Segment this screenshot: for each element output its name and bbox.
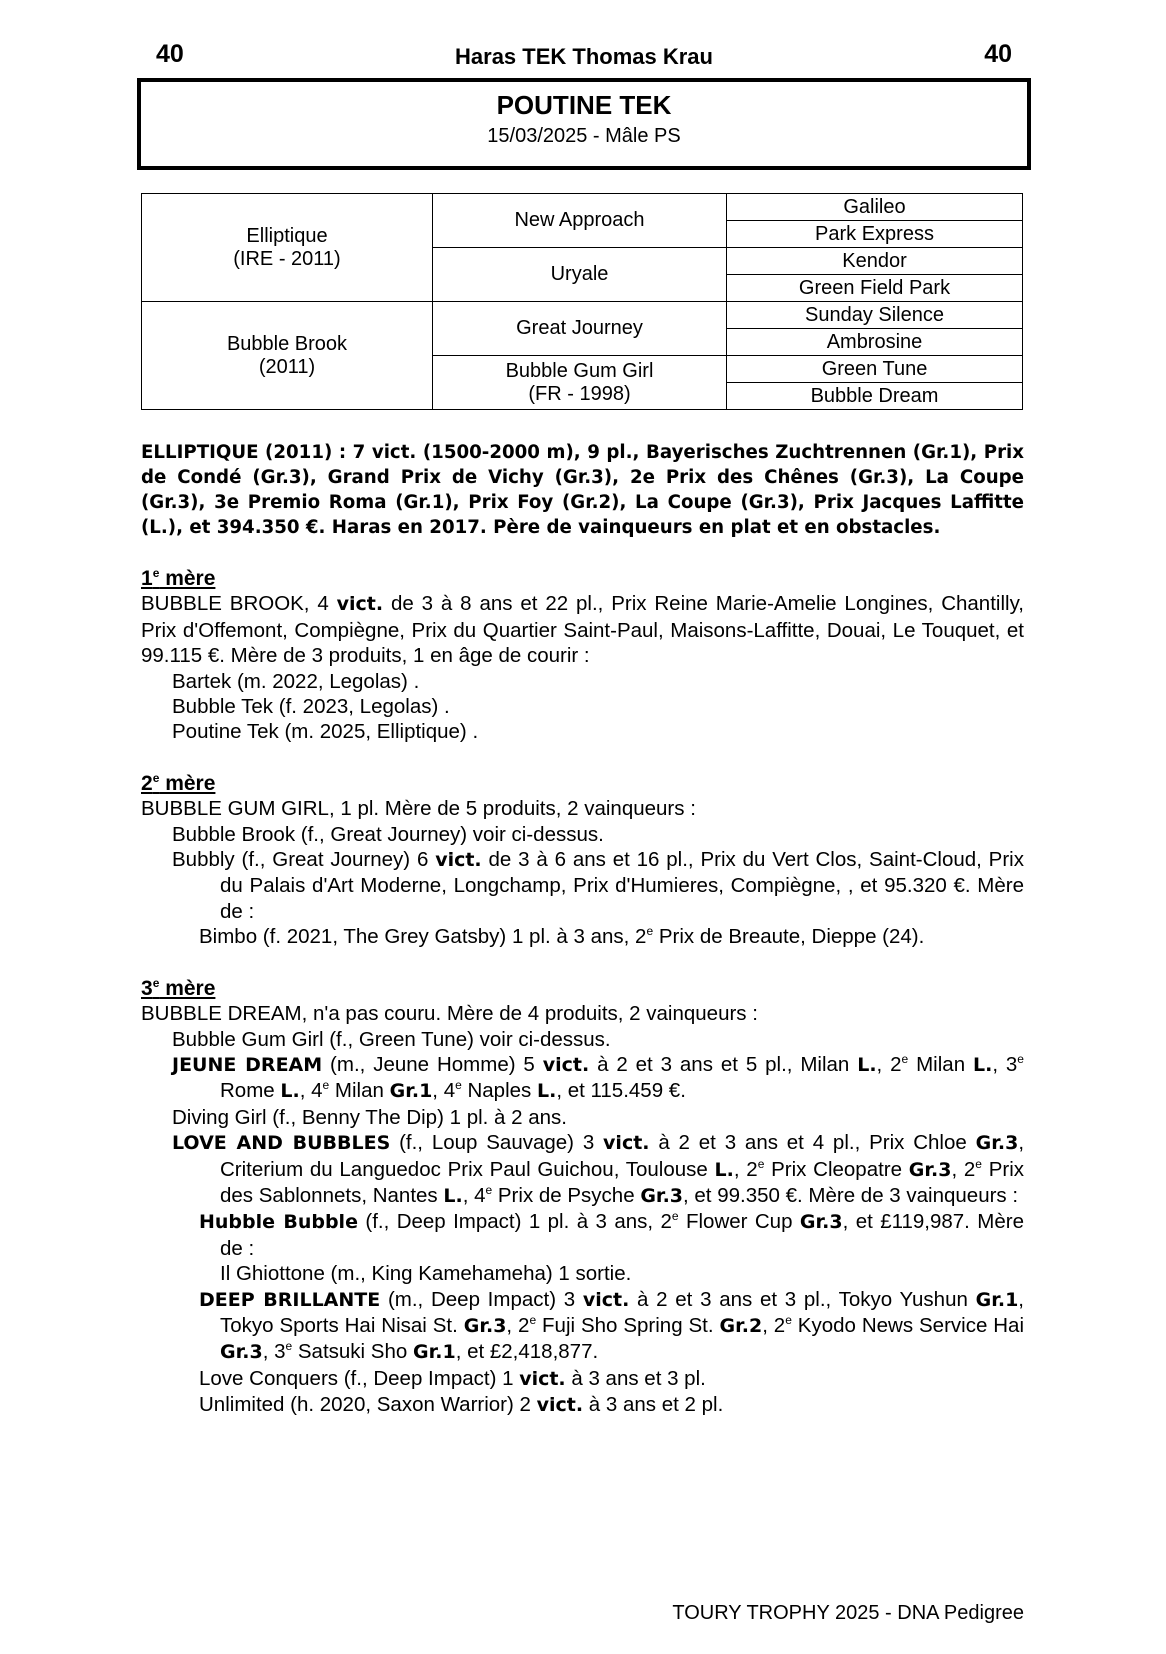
consignor-name: Haras TEK Thomas Krau <box>455 44 713 69</box>
first-dam-heading: 1e mère <box>141 566 216 590</box>
second-dam-heading: 2e mère <box>141 770 216 795</box>
catalogue-body <box>141 440 1024 1419</box>
sire-note: ELLIPTIQUE (2011) : 7 vict. (1500-2000 m), 9 pl., Bayerisches Zuchtrennen (Gr.1), Prix de Condé (Gr.3), Grand Prix de Vichy (Gr.3), 2e Prix des Chênes (Gr.3), La Coupe (Gr.3), 3e Premio Roma (Gr.1), Prix Foy (Gr.2), La Coupe (Gr.3), Prix Jacques Laffitte (L.), et 394.350 €. Haras en 2017. Père de vainqueurs en plat et en obstacles. <box>141 442 1024 538</box>
horse-details: 15/03/2025 - Mâle PS <box>487 125 681 147</box>
produce-line: Hubble Bubble (f., Deep Impact) 1 pl. à 3 ans, 2e Flower Cup Gr.3, et £119,987. Mère de : <box>199 1209 1024 1260</box>
lot-number-left: 40 <box>156 40 184 68</box>
pedigree-gen3: Park Express <box>727 221 1023 248</box>
third-dam-intro: BUBBLE DREAM, n'a pas couru. Mère de 4 produits, 2 vainqueurs : <box>141 1002 758 1026</box>
pedigree-gen3: Ambrosine <box>727 329 1023 356</box>
pedigree-gen3: Bubble Dream <box>727 383 1023 410</box>
horse-name: POUTINE TEK <box>496 90 672 120</box>
produce-line: Bubble Gum Girl (f., Green Tune) voir ci-dessus. <box>172 1027 611 1051</box>
produce-line: Bubble Brook (f., Great Journey) voir ci-dessus. <box>172 822 604 846</box>
first-dam-record: BUBBLE BROOK, 4 vict. de 3 à 8 ans et 22 pl., Prix Reine Marie-Amelie Longines, Chantilly, Prix d'Offemont, Compiègne, Prix du Quartier Saint-Paul, Maisons-Laffitte, Douai, Le Touquet, et 99.115 €. Mère de 3 produits, 1 en âge de courir : <box>141 592 1024 668</box>
lot-number-right: 40 <box>984 40 1012 68</box>
produce-line: Bartek (m. 2022, Legolas) . <box>172 669 420 693</box>
produce-line: Bimbo (f. 2021, The Grey Gatsby) 1 pl. à 3 ans, 2e Prix de Breaute, Dieppe (24). <box>199 924 925 949</box>
pedigree-sire-dam: Uryale <box>433 248 727 302</box>
produce-line: Love Conquers (f., Deep Impact) 1 vict. à 3 ans et 3 pl. <box>199 1366 706 1390</box>
produce-line: Il Ghiottone (m., King Kamehameha) 1 sortie. <box>220 1262 632 1286</box>
produce-line: LOVE AND BUBBLES (f., Loup Sauvage) 3 vict. à 2 et 3 ans et 4 pl., Prix Chloe Gr.3, Criterium du Languedoc Prix Paul Guichou, Toulouse L., 2e Prix Cleopatre Gr.3, 2e Prix des Sablonnets, Nantes L., 4e Prix de Psyche Gr.3, et 99.350 €. Mère de 3 vainqueurs : <box>172 1131 1025 1207</box>
produce-line: Unlimited (h. 2020, Saxon Warrior) 2 vict. à 3 ans et 2 pl. <box>199 1393 724 1417</box>
produce-line: Bubbly (f., Great Journey) 6 vict. de 3 à 6 ans et 16 pl., Prix du Vert Clos, Saint-Cloud, Prix du Palais d'Art Moderne, Longchamp, Prix d'Humieres, Compiègne, , et 95.320 €. Mère de : <box>172 848 1024 923</box>
pedigree-dam: Bubble Brook (2011) <box>142 302 433 410</box>
produce-line: Poutine Tek (m. 2025, Elliptique) . <box>172 720 479 744</box>
pedigree-sire-sire: New Approach <box>433 194 727 248</box>
produce-line: Diving Girl (f., Benny The Dip) 1 pl. à 2 ans. <box>172 1105 567 1129</box>
pedigree-gen3: Green Tune <box>727 356 1023 383</box>
third-dam-heading: 3e mère <box>141 975 216 1000</box>
pedigree-gen3: Galileo <box>727 194 1023 221</box>
pedigree-gen3: Kendor <box>727 248 1023 275</box>
pedigree-dam-dam: Bubble Gum Girl (FR - 1998) <box>433 356 727 410</box>
page-header <box>138 40 1030 76</box>
pedigree-table <box>141 193 1023 410</box>
second-dam-intro: BUBBLE GUM GIRL, 1 pl. Mère de 5 produits, 2 vainqueurs : <box>141 797 696 821</box>
pedigree-gen3: Sunday Silence <box>727 302 1023 329</box>
pedigree-sire: Elliptique (IRE - 2011) <box>142 194 433 302</box>
page-footer: TOURY TROPHY 2025 - DNA Pedigree <box>672 1602 1024 1624</box>
produce-line: JEUNE DREAM (m., Jeune Homme) 5 vict. à 2 et 3 ans et 5 pl., Milan L., 2e Milan L., 3e Rome L., 4e Milan Gr.1, 4e Naples L., et 115.459 €. <box>172 1052 1024 1103</box>
produce-line: Bubble Tek (f. 2023, Legolas) . <box>172 695 450 719</box>
pedigree-dam-sire: Great Journey <box>433 302 727 356</box>
produce-line: DEEP BRILLANTE (m., Deep Impact) 3 vict. à 2 et 3 ans et 3 pl., Tokyo Yushun Gr.1, Tokyo Sports Hai Nisai St. Gr.3, 2e Fuji Sho Spring St. Gr.2, 2e Kyodo News Service Hai Gr.3, 3e Satsuki Sho Gr.1, et £2,418,877. <box>199 1287 1025 1364</box>
pedigree-gen3: Green Field Park <box>727 275 1023 302</box>
horse-title-box <box>137 78 1031 170</box>
